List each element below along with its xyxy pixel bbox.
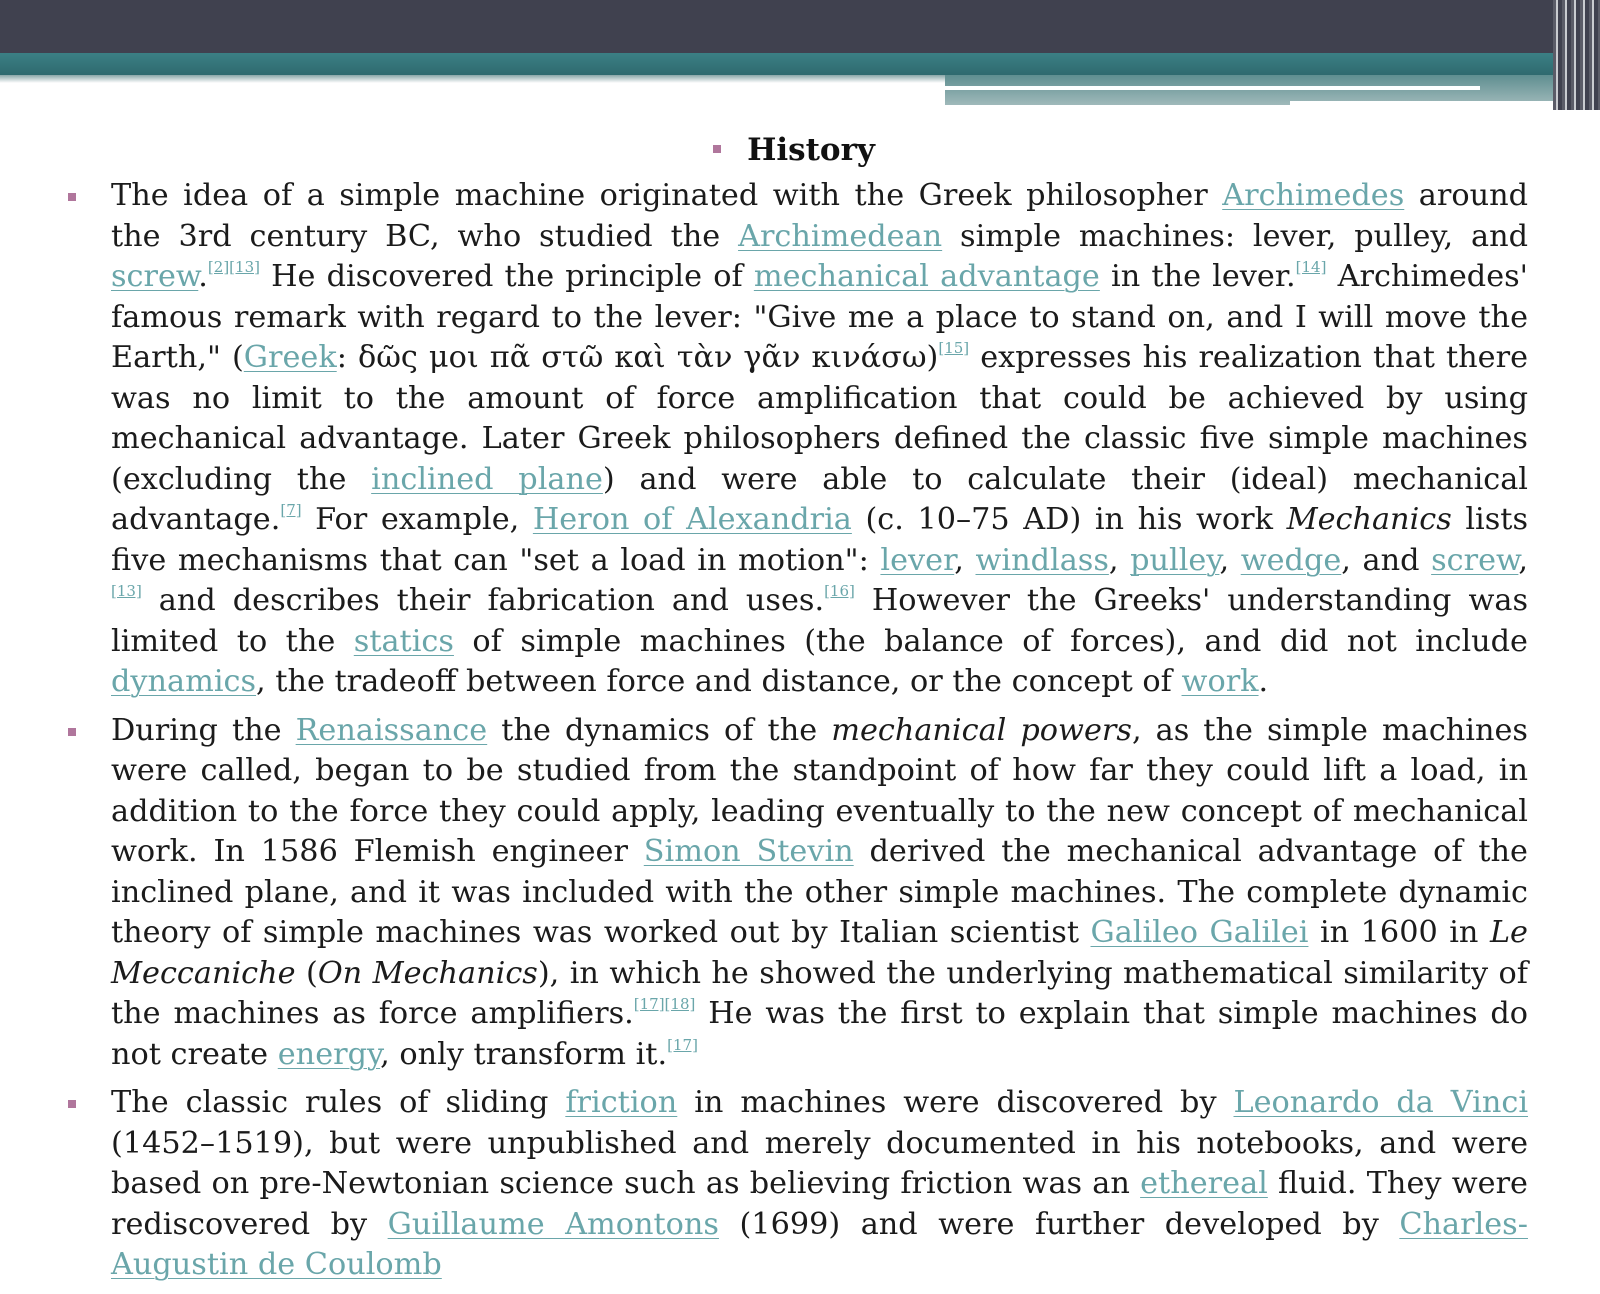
heading-bullet-icon	[713, 145, 721, 153]
body-text: The classic rules of sliding	[111, 1085, 566, 1120]
body-text: The idea of a simple machine originated with the Greek philosopher	[111, 178, 1223, 213]
wiki-link[interactable]: Simon Stevin	[643, 834, 854, 869]
italic-text: mechanical powers	[831, 712, 1132, 748]
wiki-link[interactable]: screw	[1431, 542, 1519, 578]
header-accent-band	[0, 53, 1600, 75]
citation-ref[interactable]: [16]	[824, 582, 855, 600]
section-heading	[60, 124, 1528, 176]
italic-text: On Mechanics	[317, 955, 538, 991]
body-text: in machines were discovered by	[677, 1085, 1234, 1120]
body-text: of simple machines (the balance of forces), and did not include	[453, 623, 1528, 659]
wiki-link[interactable]: work	[1181, 664, 1259, 699]
paragraph-text	[111, 711, 1528, 1076]
header-shadow	[0, 75, 945, 83]
body-text: , and	[1341, 542, 1432, 578]
body-text: lists five mechanisms that can "set a load in motion":	[111, 502, 1529, 578]
body-text: (	[295, 955, 318, 991]
body-text: , only transform it.	[380, 1036, 668, 1072]
slide-content	[60, 124, 1528, 1294]
wiki-link[interactable]: windlass	[975, 542, 1109, 578]
body-text: ) and were able to calculate their (ideal) mechanical advantage.	[111, 461, 1528, 537]
body-text: derived the mechanical advantage of the inclined plane, and it was included with the other simple machines. The complete dynamic theory of simple machines was worked out by Italian scientist	[111, 834, 1528, 950]
italic-text: Le Meccaniche	[111, 915, 1528, 991]
body-text: Archimedes' famous remark with regard to the lever: "Give me a place to stand on, and I will move the Earth," (	[111, 259, 1528, 375]
body-text: in the lever.	[1099, 259, 1296, 294]
wiki-link[interactable]: friction	[565, 1085, 678, 1120]
paragraph-2	[60, 711, 1528, 1076]
body-text: , the tradeoff between force and distance, or the concept of	[256, 664, 1182, 699]
section-heading-text: History	[747, 132, 875, 168]
body-text: , as the simple machines were called, began to be studied from the standpoint of how far they could lift a load, in addition to the force they could apply, leading eventually to the new concept of mechanical work. In 1586 Flemish engineer	[111, 712, 1528, 869]
body-text: (c. 10–75 AD) in his work	[851, 502, 1287, 537]
wiki-link[interactable]: statics	[353, 623, 454, 659]
body-text: For example,	[301, 502, 533, 537]
body-text: .	[198, 259, 208, 294]
body-text: ,	[954, 542, 976, 578]
paragraph-text	[111, 176, 1528, 703]
bullet-icon	[68, 728, 76, 736]
body-text: simple machines: lever, pulley, and	[942, 218, 1528, 254]
citation-ref[interactable]: [17]	[667, 1035, 698, 1054]
body-text: He was the first to explain that simple machines do not create	[111, 996, 1528, 1072]
bullet-icon	[68, 193, 76, 201]
wiki-link[interactable]: Guillaume Amontons	[387, 1206, 719, 1242]
body-text: During the	[111, 712, 296, 748]
body-text: in 1600 in	[1308, 915, 1490, 950]
wiki-link[interactable]: pulley	[1130, 542, 1220, 578]
body-text: (1699) and were further developed by	[718, 1206, 1400, 1242]
citation-ref[interactable]: [7]	[280, 501, 302, 519]
wiki-link[interactable]: screw	[111, 259, 199, 294]
body-text: ,	[1108, 542, 1131, 578]
paragraph-text	[111, 1083, 1528, 1286]
body-text: ,	[1518, 542, 1529, 578]
body-text: He discovered the principle of	[259, 259, 754, 294]
wiki-link[interactable]: Charles-Augustin de Coulomb	[111, 1206, 1528, 1282]
body-text: ), in which he showed the underlying mathematical similarity of the machines as force amplifiers.	[111, 955, 1529, 1031]
citation-ref[interactable]: [17][18]	[633, 995, 696, 1013]
wiki-link[interactable]: Renaissance	[295, 712, 488, 748]
header-divider-line	[945, 86, 1480, 90]
body-text: around the 3rd century BC, who studied the	[111, 178, 1528, 254]
wiki-link[interactable]: mechanical advantage	[753, 259, 1100, 294]
citation-ref[interactable]: [15]	[938, 339, 970, 357]
wiki-link[interactable]: dynamics	[111, 664, 257, 699]
wiki-link[interactable]: Archimedes	[1222, 178, 1405, 213]
wiki-link[interactable]: inclined plane	[371, 461, 603, 497]
body-text: : δῶς μοι πᾶ στῶ καὶ τὰν γᾶν κινάσω)	[336, 340, 939, 375]
wiki-link[interactable]: Heron of Alexandria	[532, 502, 852, 537]
body-text: expresses his realization that there was no limit to the amount of force amplification that could be achieved by using mechanical advantage. Later Greek philosophers defined the classic five simple machines (excluding the	[111, 340, 1529, 497]
wiki-link[interactable]: Leonardo da Vinci	[1233, 1085, 1529, 1120]
body-text: ,	[1219, 542, 1241, 578]
header-edge-stripes	[1553, 0, 1600, 110]
wiki-link[interactable]: Greek	[243, 340, 337, 375]
wiki-link[interactable]: Galileo Galilei	[1090, 915, 1309, 950]
wiki-link[interactable]: ethereal	[1140, 1166, 1268, 1201]
citation-ref[interactable]: [13]	[111, 582, 142, 600]
wiki-link[interactable]: Archimedean	[738, 218, 943, 254]
body-text: However the Greeks' understanding was limited to the	[111, 583, 1528, 659]
bullet-icon	[68, 1100, 76, 1108]
header-divider-line-short	[1290, 101, 1570, 106]
header-bar	[0, 0, 1600, 53]
paragraph-1	[60, 176, 1528, 703]
italic-text: Mechanics	[1286, 502, 1452, 537]
citation-ref[interactable]: [2][13]	[207, 258, 260, 276]
body-text: (1452–1519), but were unpublished and merely documented in his notebooks, and were based on pre-Newtonian science such as believing friction was an	[111, 1125, 1528, 1201]
wiki-link[interactable]: wedge	[1240, 542, 1342, 578]
body-text: the dynamics of the	[487, 712, 832, 748]
wiki-link[interactable]: energy	[277, 1036, 381, 1072]
paragraph-3	[60, 1083, 1528, 1286]
body-text: fluid. They were rediscovered by	[111, 1166, 1528, 1242]
body-text: .	[1258, 664, 1269, 699]
wiki-link[interactable]: lever	[880, 542, 955, 578]
citation-ref[interactable]: [14]	[1295, 258, 1327, 276]
body-text: and describes their fabrication and uses.	[141, 583, 825, 618]
